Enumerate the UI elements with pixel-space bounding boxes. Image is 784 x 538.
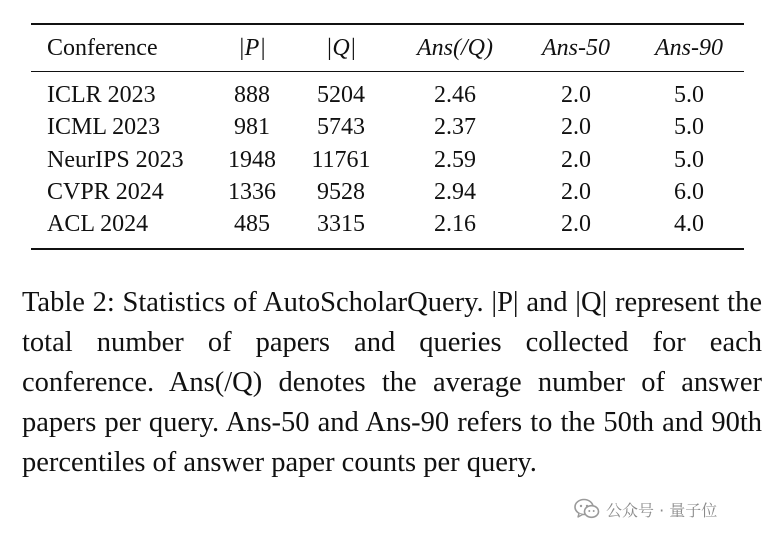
watermark [574,495,717,523]
cell-queries: 5743 [317,114,365,140]
cell-ans-per-query: 2.59 [434,147,476,173]
header-ans-per-query: Ans(/Q) [417,35,493,61]
cell-ans-50: 2.0 [561,179,591,205]
cell-conference: ICML 2023 [47,114,161,140]
table-top-rule [31,23,744,25]
cell-papers: 888 [234,82,270,108]
watermark-text: 公众号 · 量子位 [606,500,718,520]
header-queries: |Q| [325,35,357,61]
table-caption [22,283,762,483]
cell-papers: 1336 [228,179,276,205]
cell-conference: ICLR 2023 [47,82,156,108]
cell-ans-per-query: 2.94 [434,179,476,205]
cell-ans-90: 5.0 [674,114,704,140]
wechat-icon [574,498,600,520]
table-bottom-rule [31,248,744,250]
cell-ans-50: 2.0 [561,211,591,237]
cell-ans-per-query: 2.37 [434,114,476,140]
cell-queries: 11761 [311,147,371,173]
cell-conference: ACL 2024 [47,211,149,237]
header-conference: Conference [47,35,158,61]
cell-ans-50: 2.0 [561,82,591,108]
cell-queries: 9528 [317,179,365,205]
cell-papers: 1948 [228,147,276,173]
cell-conference: NeurIPS 2023 [47,147,184,173]
header-papers: |P| [238,35,266,61]
header-ans-50: Ans-50 [542,35,610,61]
caption-text: Table 2: Statistics of AutoScholarQuery. |P| and |Q| represent the total number of papers and queries collected for each conference. Ans(/Q) denotes the average number of answer papers per query. Ans-50 and Ans-90 refers to the 50th and 90th percentiles of answer paper counts per query. [22,287,762,478]
cell-ans-50: 2.0 [561,114,591,140]
header-ans-90: Ans-90 [655,35,723,61]
cell-papers: 981 [234,114,270,140]
cell-papers: 485 [234,211,270,237]
cell-queries: 5204 [317,82,365,108]
cell-ans-90: 4.0 [674,211,704,237]
cell-ans-90: 5.0 [674,82,704,108]
cell-conference: CVPR 2024 [47,179,164,205]
cell-ans-50: 2.0 [561,147,591,173]
cell-ans-90: 5.0 [674,147,704,173]
table-header-rule [31,71,744,72]
cell-ans-per-query: 2.16 [434,211,476,237]
cell-queries: 3315 [317,211,365,237]
cell-ans-per-query: 2.46 [434,82,476,108]
cell-ans-90: 6.0 [674,179,704,205]
